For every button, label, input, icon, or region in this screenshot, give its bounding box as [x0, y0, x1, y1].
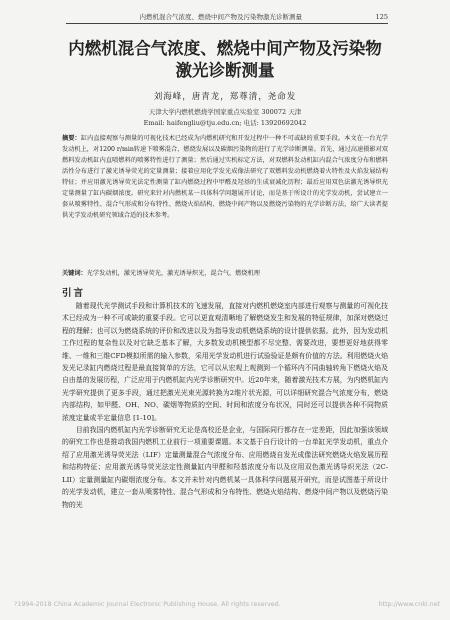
paper-title [40, 38, 410, 82]
running-header [66, 12, 388, 24]
body-text [62, 300, 388, 511]
contact-email: Email: haifengliu@tju.edu.cn; 电话: 13920692042 [143, 119, 307, 127]
footer-url: http://www.cnki.net [378, 601, 440, 608]
title-line-1: 内燃机混合气浓度、燃烧中间产物及污染物 [68, 39, 382, 58]
title-line-2: 激光诊断测量 [175, 61, 275, 80]
running-title: 内燃机混合气浓度、燃烧中间产物及污染物激光诊断测量 [139, 13, 303, 21]
abstract [62, 133, 388, 221]
copyright-notice: ?1994-2018 China Academic Journal Electronic Publishing House. All rights reserved. [14, 601, 281, 608]
keywords-label: 关键词： [62, 270, 87, 277]
abstract-label: 摘要： [62, 135, 81, 142]
body-paragraph-1: 随着现代光学测试手段和计算机技术的飞速发展，直接对内燃机燃烧室内部进行观察与测量的可视化技术已经成为一种不可或缺的重要手段。它可以更直观清晰地了解燃烧发生和发展的特征规律，加深对燃烧过程的理解；也可以为燃烧系统的评价和改进以及为指导发动机燃烧系统的设计提供依据。此外，因为发动机工作过程的复杂性以及对它缺乏基本了解，大多数发动机模型都不尽完整、需要改进，要想更好地获得零维、一维和三维CFD模拟所需的输入参数，采用光学发动机进行试验验证是颇有价值的方法。利用燃烧火焰发光记录缸内燃烧过程是最直接简单的方法，它可以从宏观上观测到一个循环内不同曲轴转角下燃烧火焰及自由基的发展历程，广泛应用于内燃机缸内光学诊断研究中。近20年来，随着激光技术方展，为内燃机缸内光学研究提供了更多手段，通过把激光光束光源转换为2维片状光源，可以详细研究混合气浓度分布，燃烧内部结构，如甲醛、OH、NO、碳烟等物质的空间、时间和浓度分布状况，同时还可以提供各种不同物质浓度定量或半定量信息 [1-10]。 [62, 302, 388, 422]
author-list: 刘海峰，唐青龙，郑尊清，尧命发 [153, 92, 297, 102]
abstract-text: 缸内直接观察与测量的可视化技术已经成为内燃机研究和开发过程中一种不可或缺的重要手段。本文在一台光学发动机上，对1200 r/min转速下喷雾混合、燃烧发展以及碳烟污染物的进行了光学诊断测量。首先，通过高速摄影对双燃料发动机缸内直喷燃料的喷雾特性进行了测量；然后通过实机标定方法，对双燃料发动机缸内混合气浓度分布和燃料活性分布进行了激光诱导荧光的定量测量；接着应用化学发光成像法研究了双燃料发动机燃烧着火特性及火焰发展结构特征；并应用激光诱导荧光法定性测量了缸内燃烧过程中甲醛及羟基的生成衰减化历程；最后应用双色法激光诱导炽光定量测量了缸内碳烟浓度。研究来针对内燃机某一具体科学问题展开讨论，而是基于所设计的光学发动机，尝试建立一套从喷雾特性、混合气形成和分布特性、燃烧火焰结构、燃烧中间产物以及燃烧污染物的光学诊断方法，给广大读者提供光学发动机研究领域合适的技术参考。 [62, 135, 388, 219]
page-number: 125 [375, 13, 388, 21]
section-heading: 引言 [62, 288, 86, 299]
affiliation: 天津大学内燃机燃烧学国家重点实验室 300072 天津 [148, 108, 302, 116]
body-paragraph-2: 目前我国内燃机缸内光学诊断研究无论是高校还是企业，与国际同行都存在一定差距，因此加强该领域的研究工作也是推动我国内燃机工业前行一项重要课题。本文基于自行设计的一台单缸光学发动机，重点介绍了应用激光诱导荧光法（LIF）定量测量混合气浓度分布、应用燃烧自发光成像法研究燃烧火焰发展历程和结构特征；应用激光诱导荧光法定性测量缸内甲醛和羟基浓度分布以及应用双色激光诱导炽光法（2C-LII）定量测量缸内碳烟浓度分布。本文并未针对内燃机某一具体科学问题展开研究，而是试图基于所设计的光学发动机，建立一套从喷雾特性、混合气形成和分布特性、燃烧火焰结构、燃烧中间产物以及燃烧污染物的光 [62, 426, 388, 509]
page-footer [0, 601, 450, 608]
keywords [62, 268, 388, 279]
keywords-text: 光学发动机，激光诱导荧光，激光诱导炽光，混合气，燃烧机理 [86, 270, 260, 277]
